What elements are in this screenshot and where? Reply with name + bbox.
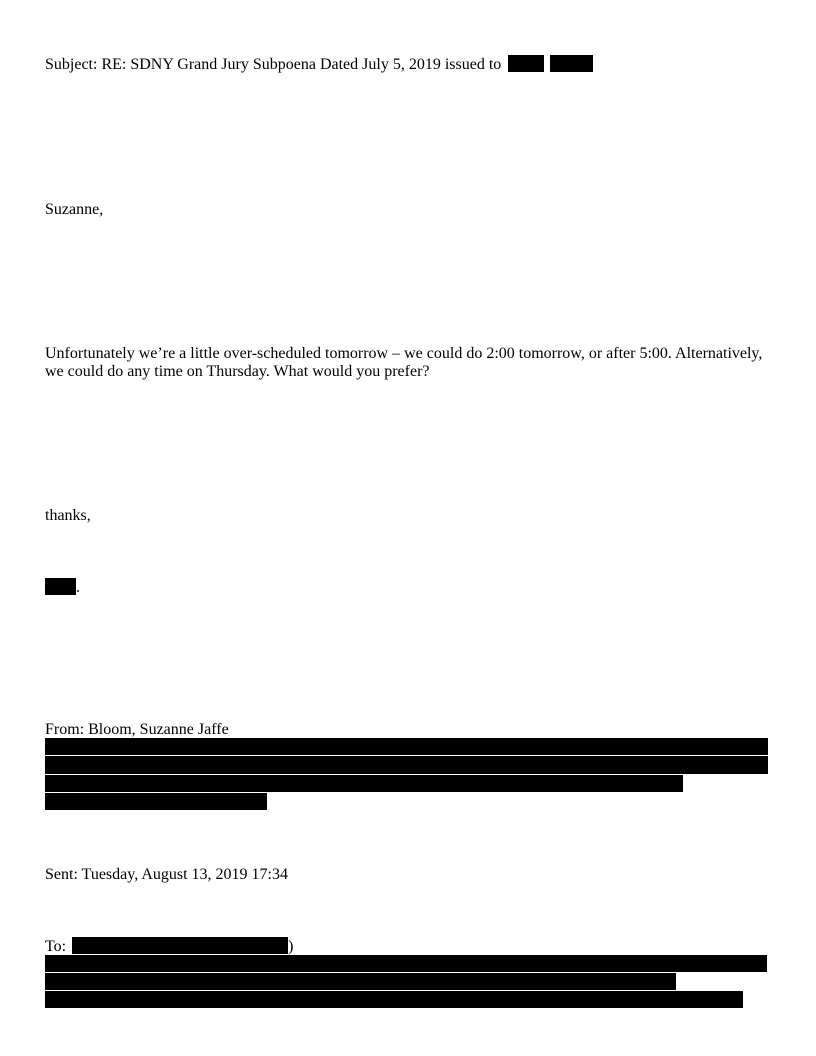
redaction-block [45, 955, 767, 972]
email-greeting: Suzanne, [45, 201, 104, 218]
email-body-paragraph: Unfortunately we’re a little over-scheduled tomorrow – we could do 2:00 tomorrow, or after 5:00. Alternatively, we could do any time on Thursday. What would you prefer? [45, 345, 763, 380]
signature-suffix: . [76, 579, 80, 596]
to-label: To: [45, 938, 67, 955]
email-subject-line [45, 55, 593, 74]
email-sent-line: Sent: Tuesday, August 13, 2019 17:34 [45, 866, 288, 883]
to-suffix: ) [288, 938, 294, 955]
subject-text: Subject: RE: SDNY Grand Jury Subpoena Dated July 5, 2019 issued to [45, 56, 502, 73]
redaction-block [45, 578, 76, 595]
redaction-block [45, 756, 768, 774]
redaction-block [45, 738, 768, 755]
email-signature [45, 578, 80, 597]
redaction-block [508, 55, 544, 72]
email-to-line [45, 937, 293, 956]
redaction-block [45, 775, 683, 792]
redaction-block [550, 55, 593, 72]
redaction-block [45, 793, 267, 810]
redaction-block [45, 973, 676, 990]
redaction-block [72, 937, 288, 954]
redaction-block [45, 991, 743, 1008]
email-closing: thanks, [45, 507, 91, 524]
email-from-line: From: Bloom, Suzanne Jaffe [45, 721, 229, 738]
